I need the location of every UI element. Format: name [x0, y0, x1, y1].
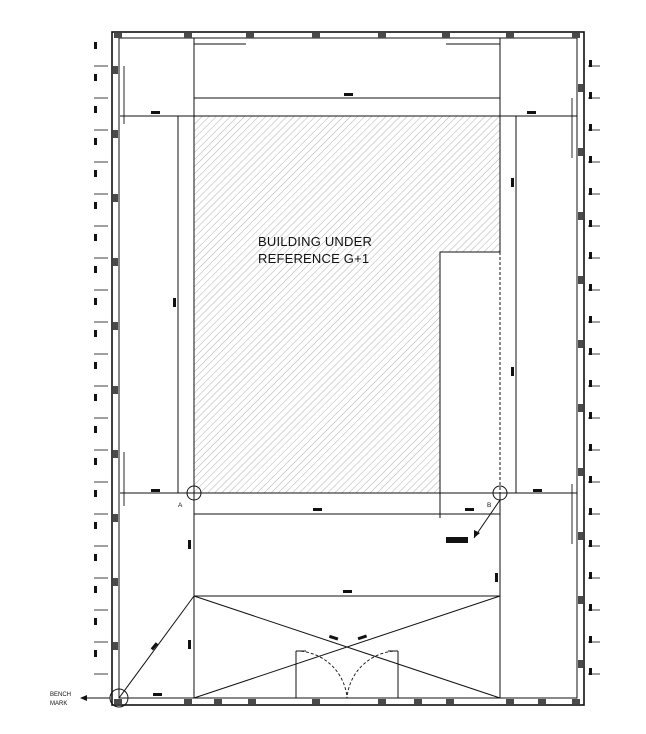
wall-column-right — [578, 212, 583, 220]
margin-dash-right — [589, 508, 592, 515]
bench-mark-line — [119, 596, 194, 698]
wall-column-left — [113, 578, 118, 586]
wall-column-left — [113, 258, 118, 266]
dim-mark-right-side-1 — [511, 178, 514, 187]
wall-column-bottom — [248, 699, 256, 704]
margin-dash-right — [589, 92, 592, 99]
margin-dash-right — [589, 668, 592, 675]
wall-column-right — [578, 596, 583, 604]
dim-mark-left-side — [173, 298, 176, 307]
wall-column-bottom — [312, 699, 320, 704]
wall-column-left — [113, 194, 118, 202]
dim-mark-lower-right — [495, 573, 498, 582]
margin-dash-right — [589, 636, 592, 643]
building-block — [194, 116, 500, 493]
margin-dash-right — [589, 348, 592, 355]
gate-swing-right — [347, 651, 398, 698]
margin-dash-left — [94, 618, 97, 625]
dim-mark-diagonal-2 — [358, 635, 367, 641]
building-label-line2: REFERENCE G+1 — [258, 251, 370, 266]
margin-dash-left — [94, 522, 97, 529]
wall-column-right — [578, 276, 583, 284]
margin-dash-left — [94, 202, 97, 209]
margin-dash-left — [94, 234, 97, 241]
wall-column-left — [113, 322, 118, 330]
wall-column-bottom — [572, 699, 580, 704]
wall-column-left — [113, 130, 118, 138]
wall-column-top — [312, 33, 320, 38]
margin-dash-right — [589, 476, 592, 483]
margin-dash-right — [589, 60, 592, 67]
dim-mark-driveway — [343, 590, 352, 593]
wall-column-left — [113, 514, 118, 522]
wall-column-bottom — [414, 699, 422, 704]
margin-dash-right — [589, 252, 592, 259]
wall-column-bottom — [114, 699, 122, 704]
margin-dash-left — [94, 106, 97, 113]
margin-dash-right — [589, 156, 592, 163]
dim-mark-right-side-2 — [511, 367, 514, 376]
bench-mark-label-line2: MARK — [50, 701, 68, 707]
gate-swing-left — [296, 651, 347, 698]
dim-mark-lower-left — [188, 540, 191, 549]
wall-column-bottom — [214, 699, 222, 704]
dim-mark-middle — [313, 508, 322, 511]
dim-mark-top — [344, 93, 353, 96]
wall-column-right — [578, 340, 583, 348]
margin-dash-left — [94, 426, 97, 433]
margin-dash-left — [94, 266, 97, 273]
wall-column-top — [506, 33, 514, 38]
wall-column-right — [578, 148, 583, 156]
margin-dash-right — [589, 444, 592, 451]
wall-column-bottom — [184, 699, 192, 704]
margin-dash-left — [94, 74, 97, 81]
wall-column-top — [246, 33, 254, 38]
margin-dash-right — [589, 380, 592, 387]
margin-dash-left — [94, 138, 97, 145]
margin-dash-left — [94, 394, 97, 401]
margin-dash-left — [94, 586, 97, 593]
dim-mark-left-top — [151, 111, 160, 114]
margin-dash-right — [589, 188, 592, 195]
wall-column-top — [572, 33, 580, 38]
driveway-lines — [119, 596, 500, 698]
dim-mark-right-top — [527, 111, 536, 114]
wall-column-left — [113, 642, 118, 650]
wall-column-right — [578, 660, 583, 668]
margin-dash-left — [94, 330, 97, 337]
margin-dash-right — [589, 572, 592, 579]
wall-column-right — [578, 84, 583, 92]
margin-dash-right — [589, 124, 592, 131]
wall-column-bottom — [506, 699, 514, 704]
margin-dash-left — [94, 650, 97, 657]
margin-dash-left — [94, 42, 97, 49]
wall-column-bottom — [446, 699, 454, 704]
wall-column-top — [114, 33, 122, 38]
margin-dash-left — [94, 458, 97, 465]
margin-dash-right — [589, 604, 592, 611]
margin-dash-left — [94, 490, 97, 497]
building-hatch — [194, 116, 500, 493]
wall-column-left — [113, 386, 118, 394]
wall-column-right — [578, 404, 583, 412]
bench-mark-label-line1: BENCH — [50, 692, 72, 698]
main-gate — [296, 651, 398, 698]
wall-column-top — [184, 33, 192, 38]
dim-mark-diagonal-1 — [329, 635, 338, 641]
wall-column-left — [113, 450, 118, 458]
dim-mark-right-bottom — [533, 489, 542, 492]
dim-mark-right — [465, 508, 474, 511]
wall-column-left — [113, 66, 118, 74]
margin-dash-right — [589, 412, 592, 419]
arrow-bench-head — [80, 695, 87, 701]
wall-column-bottom — [538, 699, 546, 704]
wall-column-right — [578, 468, 583, 476]
dim-mark-left-bottom — [151, 489, 160, 492]
margin-dash-left — [94, 554, 97, 561]
dim-mark-lower-left-2 — [188, 640, 191, 649]
margin-dash-left — [94, 362, 97, 369]
wall-column-top — [378, 33, 386, 38]
margin-dash-right — [589, 220, 592, 227]
margin-dash-right — [589, 316, 592, 323]
wall-column-bottom — [378, 699, 386, 704]
point-a-label: A — [178, 502, 183, 509]
dim-mark-arrow-label — [446, 537, 468, 543]
margin-dash-left — [94, 298, 97, 305]
wall-column-right — [578, 532, 583, 540]
margin-dash-right — [589, 540, 592, 547]
dim-mark-bottom-left — [153, 693, 162, 696]
point-b-label: B — [487, 502, 492, 509]
wall-column-top — [442, 33, 450, 38]
margin-dash-right — [589, 284, 592, 291]
margin-dash-left — [94, 170, 97, 177]
building-label-line1: BUILDING UNDER — [258, 234, 373, 249]
